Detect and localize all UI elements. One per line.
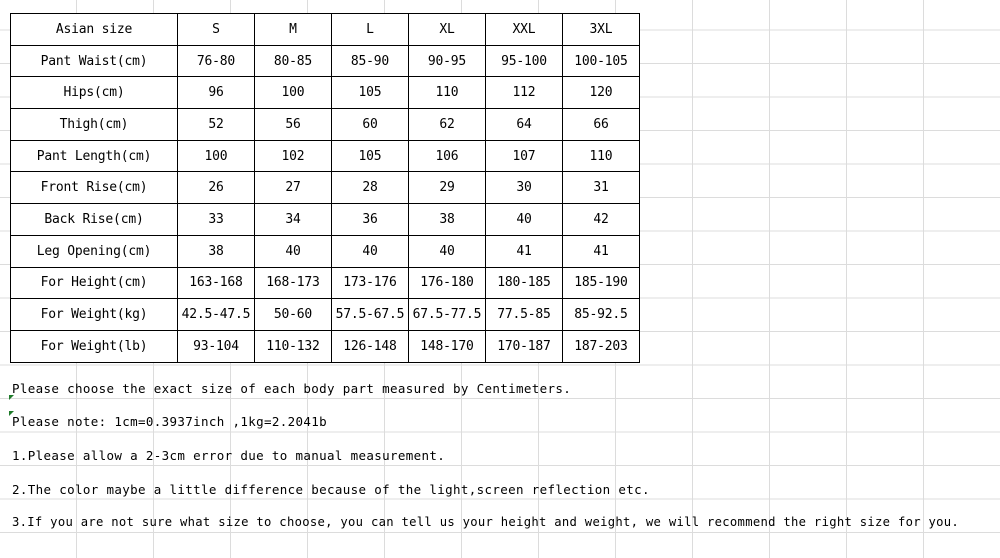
table-cell[interactable]: 168-173 — [255, 267, 332, 299]
header-cell-m[interactable]: M — [255, 14, 332, 46]
header-cell-l[interactable]: L — [332, 14, 409, 46]
table-cell[interactable]: 33 — [178, 204, 255, 236]
table-cell[interactable]: 180-185 — [486, 267, 563, 299]
header-cell-xl[interactable]: XL — [409, 14, 486, 46]
table-cell[interactable]: 176-180 — [409, 267, 486, 299]
row-label-back-rise[interactable]: Back Rise(cm) — [11, 204, 178, 236]
note-size-recommendation[interactable]: 3.If you are not sure what size to choose, you can tell us your height and weight, we will recommend the right size for you. — [12, 515, 960, 529]
table-row — [11, 140, 640, 172]
table-cell[interactable]: 80-85 — [255, 45, 332, 77]
table-cell[interactable]: 27 — [255, 172, 332, 204]
table-cell[interactable]: 148-170 — [409, 330, 486, 362]
row-label-hips[interactable]: Hips(cm) — [11, 77, 178, 109]
table-cell[interactable]: 36 — [332, 204, 409, 236]
table-cell[interactable]: 30 — [486, 172, 563, 204]
table-cell[interactable]: 110 — [409, 77, 486, 109]
table-cell[interactable]: 41 — [486, 235, 563, 267]
table-header-row — [11, 14, 640, 46]
table-cell[interactable]: 40 — [486, 204, 563, 236]
table-cell[interactable]: 100 — [178, 140, 255, 172]
table-cell[interactable]: 170-187 — [486, 330, 563, 362]
table-cell[interactable]: 38 — [409, 204, 486, 236]
row-label-for-height[interactable]: For Height(cm) — [11, 267, 178, 299]
table-row — [11, 204, 640, 236]
table-cell[interactable]: 110-132 — [255, 330, 332, 362]
note-unit-conversion[interactable]: Please note: 1cm=0.3937inch ,1kg=2.2041b — [12, 414, 328, 429]
row-label-for-weight-lb[interactable]: For Weight(lb) — [11, 330, 178, 362]
table-cell[interactable]: 187-203 — [563, 330, 640, 362]
note-color-difference[interactable]: 2.The color maybe a little difference because of the light,screen reflection etc. — [12, 482, 650, 497]
table-row — [11, 172, 640, 204]
table-row — [11, 299, 640, 331]
table-cell[interactable]: 95-100 — [486, 45, 563, 77]
table-cell[interactable]: 102 — [255, 140, 332, 172]
table-cell[interactable]: 85-92.5 — [563, 299, 640, 331]
table-row — [11, 235, 640, 267]
table-row — [11, 45, 640, 77]
table-cell[interactable]: 56 — [255, 109, 332, 141]
table-cell[interactable]: 67.5-77.5 — [409, 299, 486, 331]
row-label-pant-length[interactable]: Pant Length(cm) — [11, 140, 178, 172]
table-cell[interactable]: 126-148 — [332, 330, 409, 362]
table-cell[interactable]: 28 — [332, 172, 409, 204]
table-cell[interactable]: 52 — [178, 109, 255, 141]
table-cell[interactable]: 107 — [486, 140, 563, 172]
table-cell[interactable]: 105 — [332, 77, 409, 109]
note-measure-instruction[interactable]: Please choose the exact size of each body part measured by Centimeters. — [12, 381, 572, 396]
table-cell[interactable]: 40 — [409, 235, 486, 267]
table-cell[interactable]: 90-95 — [409, 45, 486, 77]
table-cell[interactable]: 64 — [486, 109, 563, 141]
row-label-front-rise[interactable]: Front Rise(cm) — [11, 172, 178, 204]
table-cell[interactable]: 120 — [563, 77, 640, 109]
table-cell[interactable]: 96 — [178, 77, 255, 109]
row-label-thigh[interactable]: Thigh(cm) — [11, 109, 178, 141]
table-cell[interactable]: 31 — [563, 172, 640, 204]
table-cell[interactable]: 41 — [563, 235, 640, 267]
table-cell[interactable]: 163-168 — [178, 267, 255, 299]
table-cell[interactable]: 110 — [563, 140, 640, 172]
table-cell[interactable]: 76-80 — [178, 45, 255, 77]
size-chart-table — [10, 13, 640, 363]
table-cell[interactable]: 26 — [178, 172, 255, 204]
row-label-leg-opening[interactable]: Leg Opening(cm) — [11, 235, 178, 267]
header-cell-asian-size[interactable]: Asian size — [11, 14, 178, 46]
header-cell-s[interactable]: S — [178, 14, 255, 46]
table-cell[interactable]: 173-176 — [332, 267, 409, 299]
table-cell[interactable]: 40 — [332, 235, 409, 267]
table-cell[interactable]: 57.5-67.5 — [332, 299, 409, 331]
table-row — [11, 77, 640, 109]
row-label-for-weight-kg[interactable]: For Weight(kg) — [11, 299, 178, 331]
table-cell[interactable]: 106 — [409, 140, 486, 172]
table-cell[interactable]: 60 — [332, 109, 409, 141]
table-cell[interactable]: 112 — [486, 77, 563, 109]
table-cell[interactable]: 77.5-85 — [486, 299, 563, 331]
table-cell[interactable]: 38 — [178, 235, 255, 267]
table-cell[interactable]: 85-90 — [332, 45, 409, 77]
table-row — [11, 267, 640, 299]
header-cell-xxl[interactable]: XXL — [486, 14, 563, 46]
header-cell-3xl[interactable]: 3XL — [563, 14, 640, 46]
table-cell[interactable]: 66 — [563, 109, 640, 141]
table-cell[interactable]: 42 — [563, 204, 640, 236]
table-row — [11, 109, 640, 141]
table-cell[interactable]: 100-105 — [563, 45, 640, 77]
table-cell[interactable]: 50-60 — [255, 299, 332, 331]
table-cell[interactable]: 34 — [255, 204, 332, 236]
note-error-allowance[interactable]: 1.Please allow a 2-3cm error due to manual measurement. — [12, 448, 446, 463]
table-cell[interactable]: 100 — [255, 77, 332, 109]
table-cell[interactable]: 185-190 — [563, 267, 640, 299]
row-label-pant-waist[interactable]: Pant Waist(cm) — [11, 45, 178, 77]
table-cell[interactable]: 62 — [409, 109, 486, 141]
table-cell[interactable]: 105 — [332, 140, 409, 172]
table-cell[interactable]: 40 — [255, 235, 332, 267]
table-cell[interactable]: 93-104 — [178, 330, 255, 362]
table-cell[interactable]: 42.5-47.5 — [178, 299, 255, 331]
table-cell[interactable]: 29 — [409, 172, 486, 204]
table-row — [11, 330, 640, 362]
